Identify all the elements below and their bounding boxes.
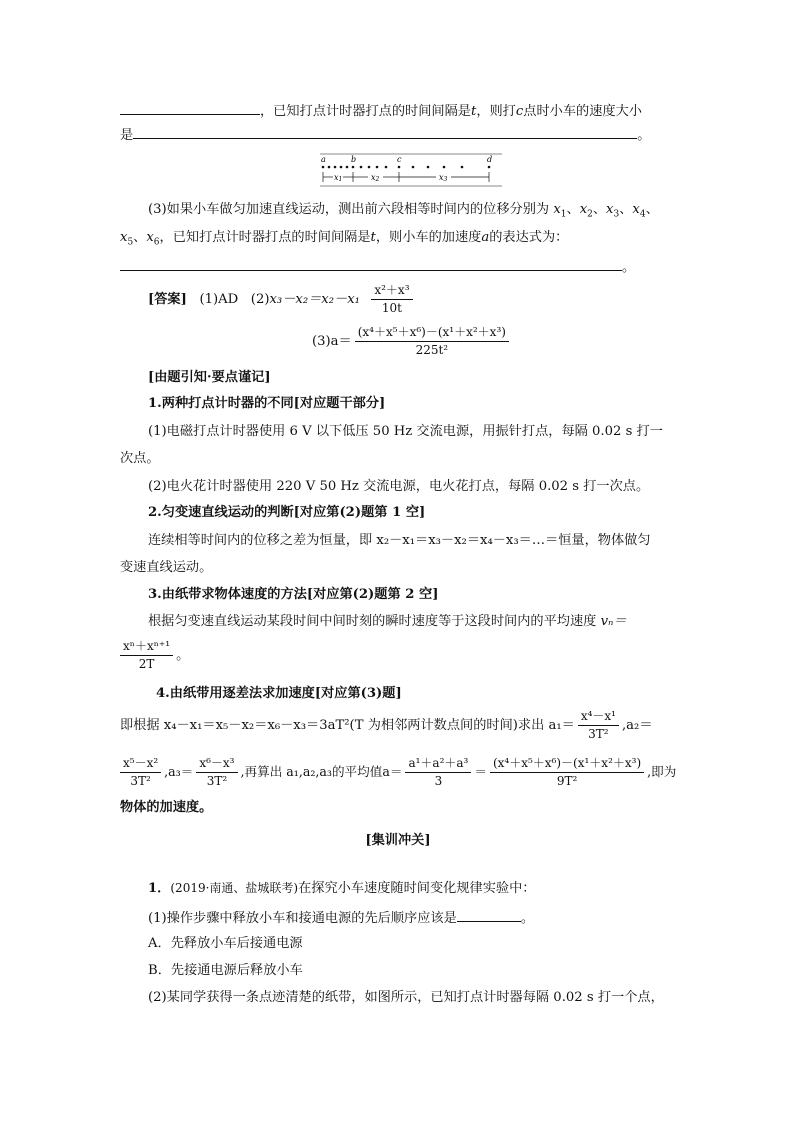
question-1-part-1: (1)操作步骤中释放小车和接通电源的先后顺序应该是 。 — [148, 907, 676, 929]
section-heading: [集训冲关] — [365, 833, 431, 848]
answer-line-1: [答案] (1)AD (2)x₃－x₂＝x₂－x₁ $\frac{\text{x²＋x³}}{10t}$ — [148, 280, 676, 320]
note-4-title: 4.由纸带用逐差法求加速度[对应第(3)题] — [156, 686, 402, 701]
question-1-part-2: (2)某同学获得一条点迹清楚的纸带，如图所示，已知打点计时器每隔 0.02 s 打一个点， — [148, 990, 664, 1005]
tape-label-b: b — [351, 155, 357, 164]
answer-blank — [457, 907, 521, 922]
answer-line-2: (3)a＝ $\frac{\text{(x⁴＋x⁵＋x⁶)－(x¹＋x²＋x³)}}{\text{225t²}}$ — [312, 322, 612, 362]
part3-line-2: $x_5$、$x_6$，已知打点计时器打点的时间间隔是t，则小车的加速度a的表达式为： — [120, 230, 569, 248]
notes-heading: [由题引知·要点谨记] — [148, 370, 271, 385]
a3-fraction: $\frac{\text{x⁶－x³}}{\text{3T²}}$ — [196, 756, 237, 789]
note-2-p1b: 变速直线运动。 — [120, 560, 213, 575]
tape-label-d: d — [487, 155, 493, 164]
question-1-stem: 1．(2019·南通、盐城联考)在探究小车速度随时间变化规律实验中： — [148, 881, 536, 896]
note-3-formula: $\frac{\text{xⁿ＋xⁿ⁺¹}}{2T}$ 。 — [120, 636, 676, 676]
top-line-1: ，已知打点计时器打点的时间间隔是t，则打c点时小车的速度大小 — [120, 100, 676, 122]
note-3-title: 3.由纸带求物体速度的方法[对应第(2)题第 2 空] — [148, 587, 439, 602]
tape-label-a: a — [321, 155, 326, 164]
answer-blank — [133, 124, 637, 139]
paper-tape-figure — [318, 152, 504, 188]
note-2-title: 2.匀变速直线运动的判断[对应第(2)题第 1 空] — [148, 505, 426, 520]
note-2-p1a: 连续相等时间内的位移之差为恒量，即 x₂－x₁＝x₃－x₂＝x₄－x₃＝…＝恒量，物体做匀 — [148, 533, 651, 548]
tape-segment-markers — [323, 172, 489, 182]
a2-fraction: $\frac{\text{x⁵－x²}}{\text{3T²}}$ — [120, 756, 161, 789]
part3-line-1: (3)如果小车做匀加速直线运动，测出前六段相等时间内的位移分别为 $x_1$、$x_2$、$x_3$、$x_4$、 — [148, 202, 659, 220]
part3-line-3: 。 — [120, 256, 676, 278]
a1-fraction: $\frac{\text{x⁴－x¹}}{\text{3T²}}$ — [578, 709, 619, 742]
note-3-p1: 根据匀变速直线运动某段时间中间时刻的瞬时速度等于这段时间内的平均速度 vₙ＝ — [148, 614, 627, 629]
tape-dots — [322, 166, 491, 169]
note-4-line-1: 即根据 x₄－x₁＝x₅－x₂＝x₆－x₃＝3aT²(T 为相邻两计数点间的时间)求出 a₁＝ $\frac{\text{x⁴－x¹}}{\text{3T²}}$ ,a₂＝ — [120, 709, 653, 741]
tape-label-c: c — [397, 155, 402, 164]
answer-fraction-2: $\frac{\text{x²＋x³}}{10t}$ — [371, 283, 412, 316]
option-a: A．先释放小车后接通电源 — [148, 936, 303, 951]
answer-blank — [120, 100, 260, 115]
average-fraction: $\frac{\text{a¹＋a²＋a³}}{3}$ — [405, 756, 471, 789]
acceleration-fraction: $\frac{\text{(x⁴＋x⁵＋x⁶)－(x¹＋x²＋x³)}}{\text{9T²}}$ — [490, 756, 644, 789]
answer-fraction-3: $\frac{\text{(x⁴＋x⁵＋x⁶)－(x¹＋x²＋x³)}}{\text{225t²}}$ — [355, 325, 509, 358]
note-4-end: 物体的加速度。 — [120, 800, 213, 815]
velocity-fraction: $\frac{\text{xⁿ＋xⁿ⁺¹}}{2T}$ — [120, 639, 173, 672]
note-1-p1a: (1)电磁打点计时器使用 6 V 以下低压 50 Hz 交流电源，用振针打点，每隔 0.02 s 打一 — [148, 424, 663, 439]
top-line-2: 是 。 — [120, 124, 676, 146]
answer-blank — [120, 256, 622, 271]
segment-x3: x3 — [439, 173, 448, 183]
note-4-line-2: $\frac{\text{x⁵－x²}}{\text{3T²}}$ ,a₃＝ $\frac{\text{x⁶－x³}}{\text{3T²}}$ ,再算出 a₁,a₂,a₃的平均值a＝ $\frac{\text{a¹＋a²＋a³}}{3}$ ＝ $\frac{\text{(x⁴＋x⁵＋x⁶)－(x¹＋x²＋x³)}}{\text{9T²}}$ ,即为 — [120, 752, 680, 792]
note-1-p2: (2)电火花计时器使用 220 V 50 Hz 交流电源，电火花打点，每隔 0.02 s 打一次点。 — [148, 479, 650, 494]
option-b: B．先接通电源后释放小车 — [148, 963, 303, 978]
segment-x2: x2 — [371, 173, 380, 183]
note-1-title: 1.两种打点计时器的不同[对应题干部分] — [148, 396, 386, 411]
segment-x1: x1 — [334, 173, 343, 183]
note-1-p1b: 次点。 — [120, 451, 160, 466]
